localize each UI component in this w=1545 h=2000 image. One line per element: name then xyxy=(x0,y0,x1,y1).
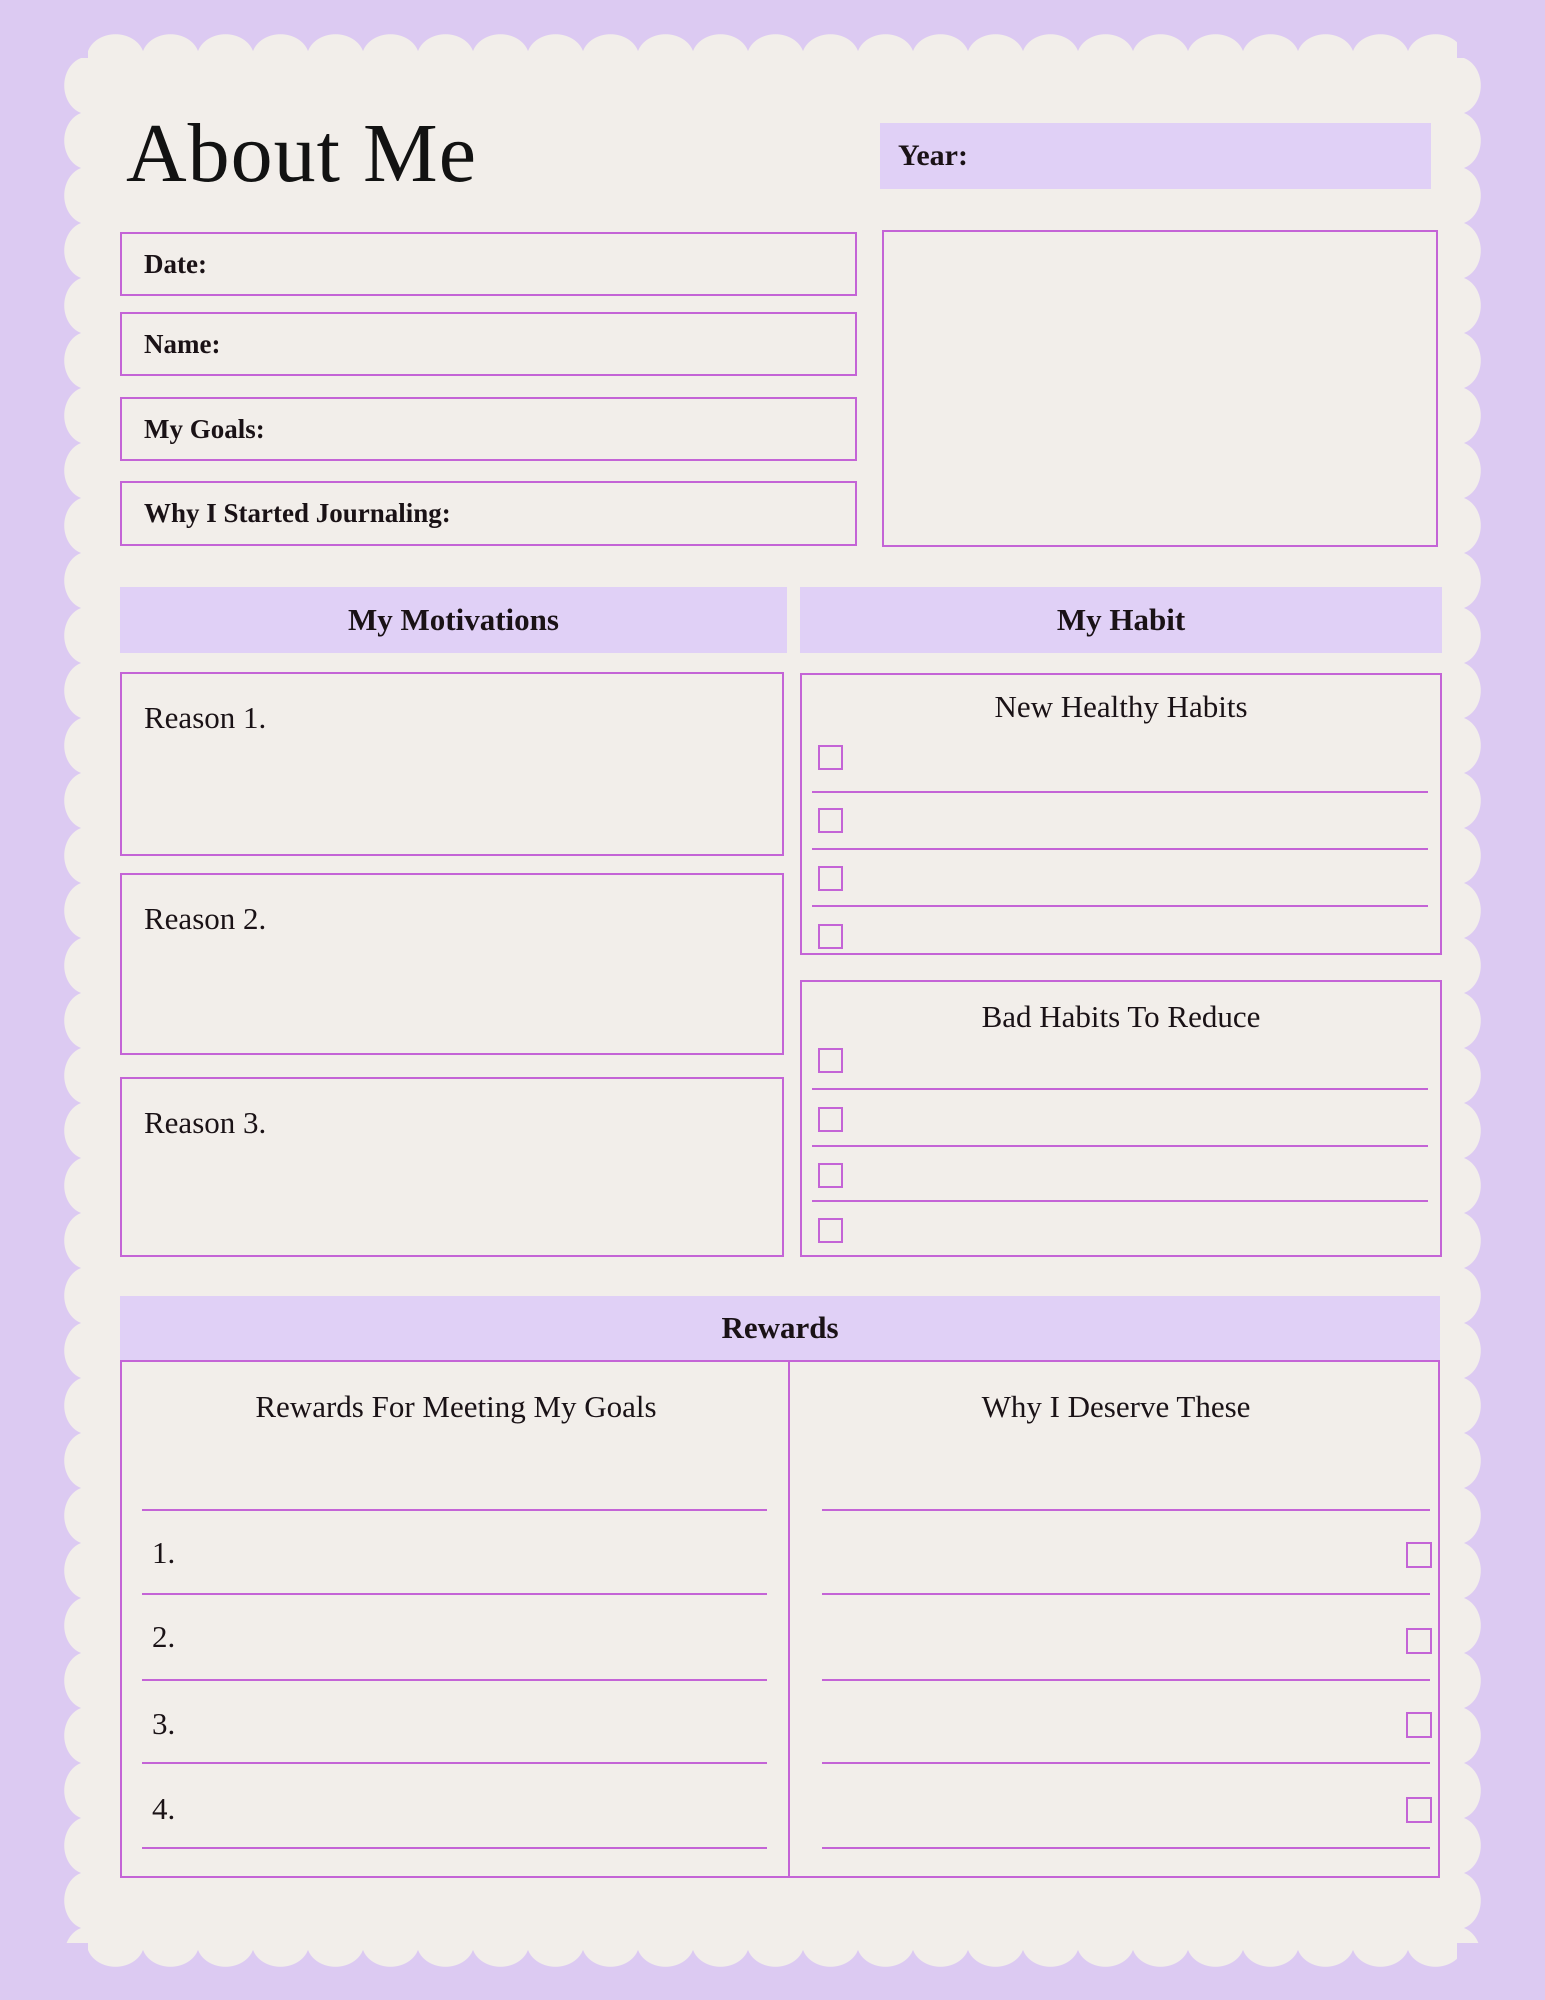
reason-3-label: Reason 3. xyxy=(144,1105,267,1140)
habit-header-label: My Habit xyxy=(1056,602,1186,637)
scallop-edge-top xyxy=(88,34,1457,58)
healthy-habit-checkbox-1[interactable] xyxy=(818,745,843,770)
healthy-habit-line-1[interactable] xyxy=(812,791,1428,793)
deserve-checkbox-2[interactable] xyxy=(1406,1628,1432,1654)
rewards-header xyxy=(120,1296,1440,1360)
scallop-edge-bottom xyxy=(88,1943,1457,1967)
why-journaling-field[interactable] xyxy=(120,481,857,546)
why-journaling-label: Why I Started Journaling: xyxy=(144,498,451,528)
rewards-right-line-2[interactable] xyxy=(822,1593,1430,1595)
rewards-right-line-5[interactable] xyxy=(822,1847,1430,1849)
reason-2-box[interactable] xyxy=(120,873,784,1055)
healthy-habit-line-3[interactable] xyxy=(812,905,1428,907)
healthy-habit-checkbox-4[interactable] xyxy=(818,924,843,949)
page-title: About Me xyxy=(126,107,477,200)
rewards-right-line-4[interactable] xyxy=(822,1762,1430,1764)
motivations-header xyxy=(120,587,787,653)
bad-habits-box xyxy=(800,980,1442,1257)
healthy-habit-checkbox-2[interactable] xyxy=(818,808,843,833)
bad-habit-line-3[interactable] xyxy=(812,1200,1428,1202)
year-label: Year: xyxy=(898,139,968,172)
motivations-header-label: My Motivations xyxy=(348,602,559,637)
rewards-left-line-1[interactable] xyxy=(142,1509,767,1511)
reason-2-label: Reason 2. xyxy=(144,901,267,936)
healthy-habit-checkbox-3[interactable] xyxy=(818,866,843,891)
healthy-habits-box xyxy=(800,673,1442,955)
goals-field[interactable] xyxy=(120,397,857,461)
rewards-right-line-1[interactable] xyxy=(822,1509,1430,1511)
healthy-habits-title: New Healthy Habits xyxy=(994,689,1248,724)
reward-number-1: 1. xyxy=(152,1535,176,1570)
date-field[interactable] xyxy=(120,232,857,296)
name-label: Name: xyxy=(144,328,221,359)
scallop-edge-left xyxy=(64,58,88,1943)
bad-habit-line-1[interactable] xyxy=(812,1088,1428,1090)
deserve-checkbox-4[interactable] xyxy=(1406,1797,1432,1823)
reward-number-2: 2. xyxy=(152,1619,176,1654)
rewards-left-line-2[interactable] xyxy=(142,1593,767,1595)
rewards-left-line-5[interactable] xyxy=(142,1847,767,1849)
deserve-checkbox-1[interactable] xyxy=(1406,1542,1432,1568)
reason-3-box[interactable] xyxy=(120,1077,784,1257)
notes-box[interactable] xyxy=(882,230,1438,547)
rewards-column-divider xyxy=(788,1362,790,1876)
name-field[interactable] xyxy=(120,312,857,376)
reward-number-4: 4. xyxy=(152,1791,176,1826)
reason-1-box[interactable] xyxy=(120,672,784,856)
bad-habit-line-2[interactable] xyxy=(812,1145,1428,1147)
year-field[interactable] xyxy=(880,123,1431,189)
rewards-left-line-3[interactable] xyxy=(142,1679,767,1681)
bad-habit-checkbox-3[interactable] xyxy=(818,1163,843,1188)
rewards-left-title: Rewards For Meeting My Goals xyxy=(255,1389,657,1424)
deserve-checkbox-3[interactable] xyxy=(1406,1712,1432,1738)
bad-habits-title: Bad Habits To Reduce xyxy=(981,999,1261,1034)
bad-habit-checkbox-2[interactable] xyxy=(818,1107,843,1132)
rewards-box xyxy=(120,1360,1440,1878)
rewards-header-label: Rewards xyxy=(721,1310,839,1345)
bad-habit-checkbox-4[interactable] xyxy=(818,1218,843,1243)
reason-1-label: Reason 1. xyxy=(144,700,267,735)
habit-header xyxy=(800,587,1442,653)
bad-habit-checkbox-1[interactable] xyxy=(818,1048,843,1073)
rewards-left-line-4[interactable] xyxy=(142,1762,767,1764)
reward-number-3: 3. xyxy=(152,1706,176,1741)
scallop-edge-right xyxy=(1457,58,1481,1943)
date-label: Date: xyxy=(144,248,207,279)
healthy-habit-line-2[interactable] xyxy=(812,848,1428,850)
rewards-right-line-3[interactable] xyxy=(822,1679,1430,1681)
goals-label: My Goals: xyxy=(144,413,265,444)
rewards-right-title: Why I Deserve These xyxy=(981,1389,1251,1424)
